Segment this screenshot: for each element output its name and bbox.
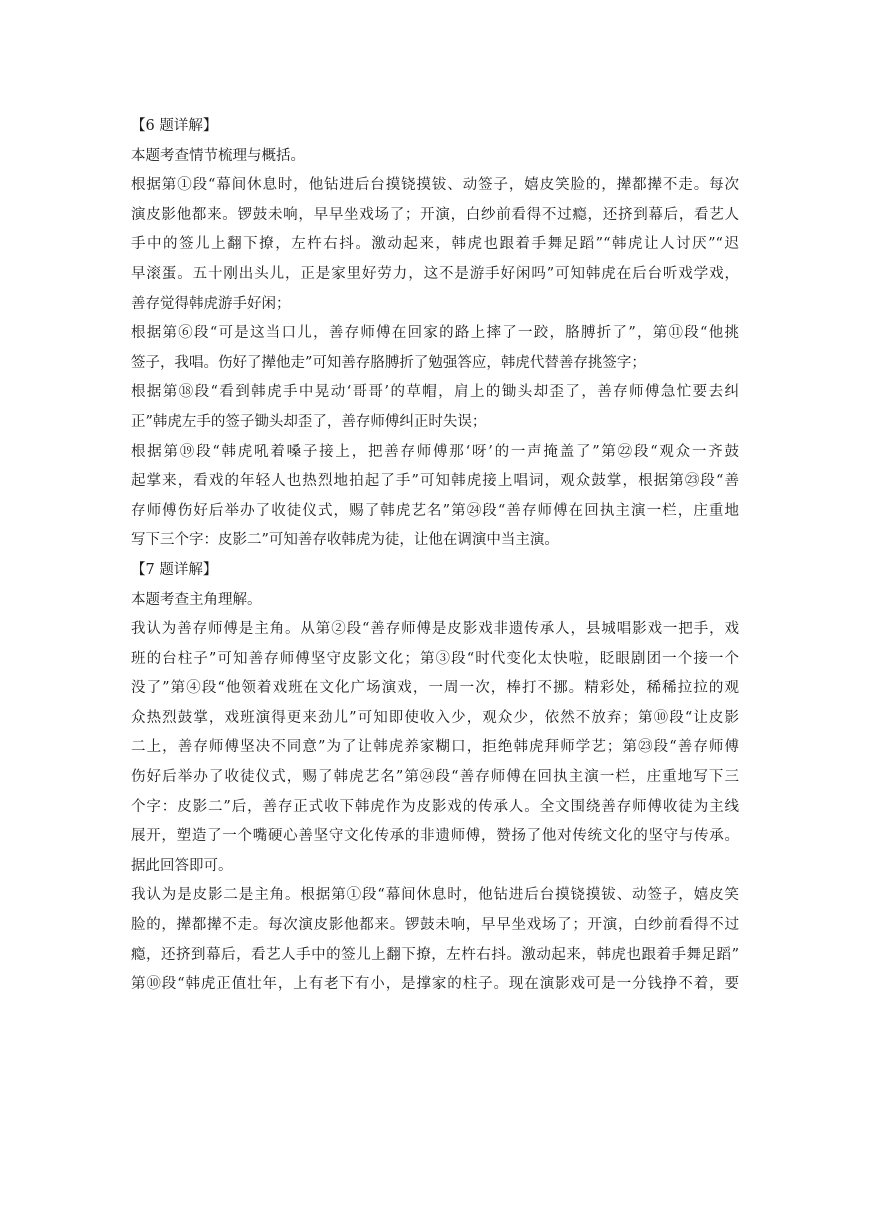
- text-line: 个字：皮影二”后，善存正式收下韩虎作为皮影戏的传承人。全文围绕善存师傅收徒为主线: [131, 798, 739, 815]
- text-line: 瘾，还挤到幕后，看艺人手中的签儿上翻下撩，左杵右抖。激动起来，韩虎也跟着手舞足蹈”: [131, 946, 739, 963]
- text-line: 伤好后举办了收徒仪式，赐了韩虎艺名”第㉔段“善存师傅在回执主演一栏，庄重地写下三: [131, 769, 739, 786]
- section-heading-6: 【6 题详解】: [131, 118, 218, 134]
- text-line: 存师傅伤好后举办了收徒仪式，赐了韩虎艺名”第㉔段“善存师傅在回执主演一栏，庄重地: [131, 502, 739, 519]
- section-lead-7: 本题考查主角理解。: [131, 591, 262, 608]
- text-line: 演皮影他都来。锣鼓未响，早早坐戏场了；开演，白纱前看得不过瘾，还挤到幕后，看艺人: [131, 206, 739, 223]
- text-line: 正”韩虎左手的签子锄头却歪了，善存师傅纠正时失误；: [131, 413, 487, 430]
- text-line: 没了”第④段“他领着戏班在文化广场演戏，一周一次，棒打不挪。精彩处，稀稀拉拉的观: [131, 680, 739, 697]
- text-line: 写下三个字：皮影二”可知善存收韩虎为徒，让他在调演中当主演。: [131, 532, 559, 549]
- text-line: 早滚蛋。五十刚出头儿，正是家里好劳力，这不是游手好闲吗”可知韩虎在后台听戏学戏，: [131, 265, 739, 282]
- section-heading-7: 【7 题详解】: [131, 561, 218, 578]
- text-line: 展开，塑造了一个嘴硬心善坚守文化传承的非遗师傅，赞扬了他对传统文化的坚守与传承。: [131, 828, 739, 845]
- text-line: 善存觉得韩虎游手好闲；: [131, 295, 291, 312]
- text-line: 脸的，撵都撵不走。每次演皮影他都来。锣鼓未响，早早坐戏场了；开演，白纱前看得不过: [131, 917, 739, 934]
- text-line: 签子，我唱。伤好了撵他走”可知善存胳膊折了勉强答应，韩虎代替善存挑签字；: [131, 354, 646, 371]
- text-line: 根据第⑲段“韩虎吼着嗓子接上，把善存师傅那‘呀’的一声掩盖了”第㉒段“观众一齐鼓: [131, 443, 739, 460]
- text-line: 众热烈鼓掌，戏班演得更来劲儿”可知即使收入少，观众少，依然不放弃；第⑩段“让皮影: [131, 709, 739, 726]
- text-line: 二上，善存师傅坚决不同意”为了让韩虎养家糊口，拒绝韩虎拜师学艺；第㉓段“善存师傅: [131, 739, 739, 756]
- text-line: 根据第⑥段“可是这当口儿，善存师傅在回家的路上摔了一跤，胳膊折了”，第⑪段“他挑: [131, 325, 739, 342]
- paragraph: [131, 438, 739, 556]
- text-line: 第⑩段“韩虎正值壮年，上有老下有小，是撑家的柱子。现在演影戏可是一分钱挣不着，要: [131, 976, 739, 993]
- text-line: 根据第①段“幕间休息时，他钻进后台摸铙摸钹、动签子，嬉皮笑脸的，撵都撵不走。每次: [131, 177, 739, 194]
- paragraph: [131, 378, 739, 437]
- text-line: 班的台柱子”可知善存师傅坚守皮影文化；第③段“时代变化太快啦，眨眼剧团一个接一个: [131, 650, 739, 667]
- section-lead-6: 本题考查情节梳理与概括。: [131, 147, 305, 164]
- paragraph: [131, 171, 739, 319]
- text-line: 我认为是皮影二是主角。根据第①段“幕间休息时，他钻进后台摸铙摸钹、动签子，嬉皮笑: [131, 887, 739, 904]
- paragraph: [131, 319, 739, 378]
- paragraph: [131, 881, 739, 999]
- text-line: 据此回答即可。: [131, 857, 233, 874]
- text-line: 起掌来，看戏的年轻人也热烈地拍起了手”可知韩虎接上唱词，观众鼓掌，根据第㉓段“善: [131, 473, 739, 490]
- paragraph: [131, 615, 739, 881]
- text-line: 我认为善存师傅是主角。从第②段“善存师傅是皮影戏非遗传承人，县城唱影戏一把手，戏: [131, 621, 739, 638]
- text-line: 手中的签儿上翻下撩，左杵右抖。激动起来，韩虎也跟着手舞足蹈”“韩虎让人讨厌”“迟: [131, 236, 739, 253]
- document-page: [131, 112, 739, 1000]
- text-line: 根据第⑱段“看到韩虎手中晃动‘哥哥’的草帽，肩上的锄头却歪了，善存师傅急忙要去纠: [131, 384, 739, 401]
